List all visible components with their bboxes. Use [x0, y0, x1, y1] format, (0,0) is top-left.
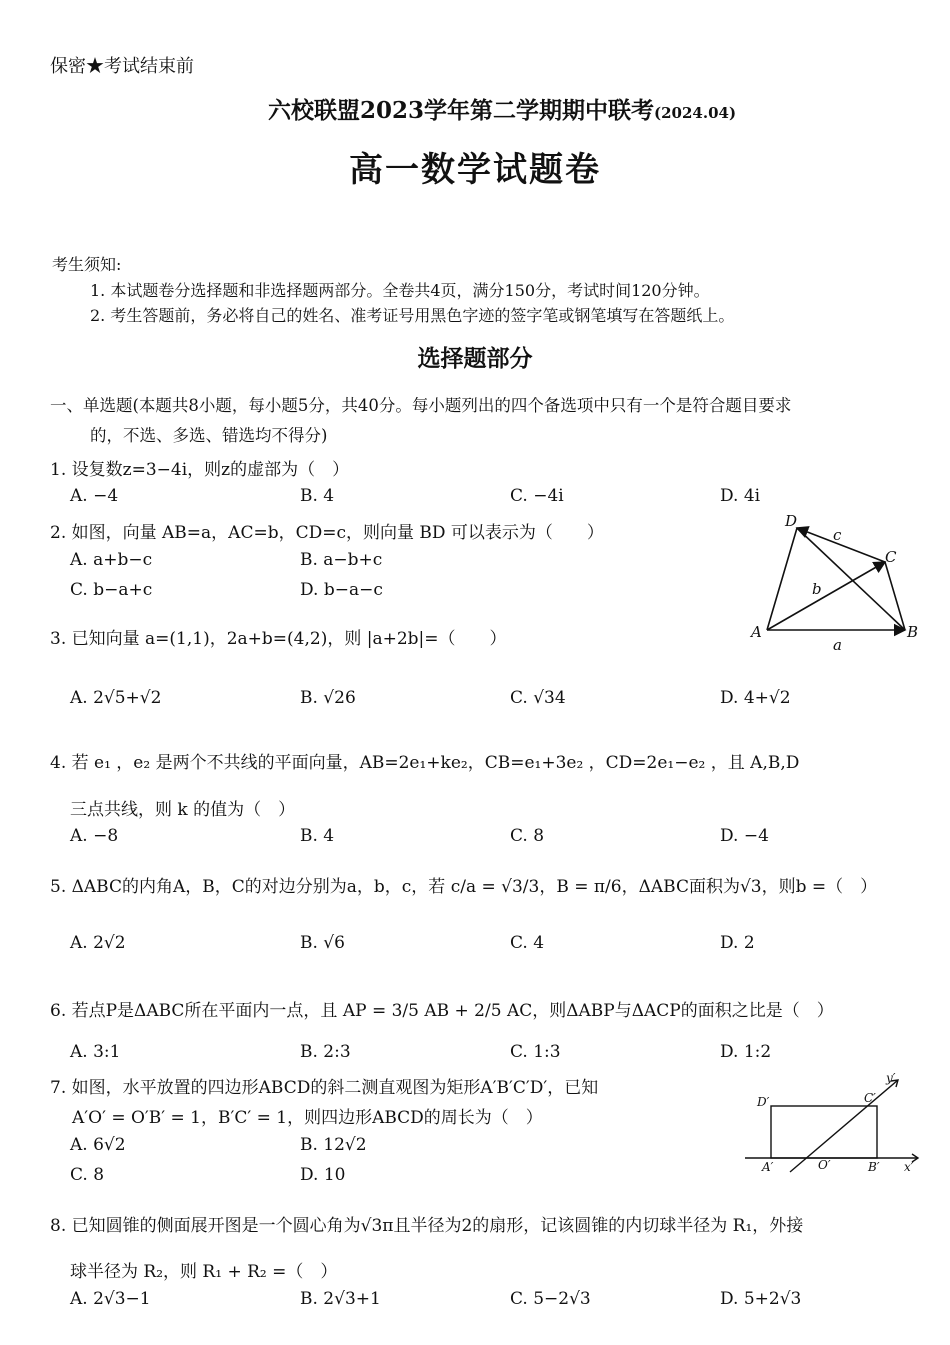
q1-option-a: A. −4 — [70, 486, 119, 506]
q7-option-c: C. 8 — [70, 1165, 105, 1185]
q3-option-d: D. 4+√2 — [720, 688, 791, 708]
label-o-prime: O′ — [818, 1158, 831, 1172]
q6-option-c: C. 1:3 — [510, 1042, 561, 1062]
q7-oblique-figure — [740, 1070, 925, 1178]
label-c: C — [885, 548, 897, 566]
q2-option-c: C. b−a+c — [70, 580, 153, 600]
label-vec-a: a — [833, 636, 842, 654]
q6-option-d: D. 1:2 — [720, 1042, 772, 1062]
exam-title — [268, 92, 736, 125]
q3-option-a: A. 2√5+√2 — [70, 688, 162, 708]
q1-option-b: B. 4 — [300, 486, 335, 506]
q2-option-a: A. a+b−c — [70, 550, 153, 570]
q7-option-a: A. 6√2 — [70, 1135, 126, 1155]
q3-option-b: B. √26 — [300, 688, 356, 708]
rectangle-abcd — [771, 1106, 877, 1158]
q6-option-a: A. 3:1 — [70, 1042, 121, 1062]
vector-bd-line — [797, 528, 905, 630]
q4-option-c: C. 8 — [510, 826, 545, 846]
q2-vector-figure — [745, 510, 925, 655]
q6-option-b: B. 2:3 — [300, 1042, 351, 1062]
exam-date: (2024.04) — [654, 104, 737, 122]
label-c-prime: C′ — [864, 1091, 876, 1105]
q8-option-a: A. 2√3−1 — [70, 1289, 151, 1309]
q1-option-d: D. 4i — [720, 486, 761, 506]
part-instructions: 一、单选题(本题共8小题，每小题5分，共40分。每小题列出的四个备选项中只有一个是符合题目要求 — [50, 396, 792, 415]
q5-option-b: B. √6 — [300, 933, 345, 953]
exam-title-text: 六校联盟2023学年第二学期期中联考 — [268, 97, 655, 124]
question-7-stem-cont: A′O′ = O′B′ = 1，B′C′ = 1，则四边形ABCD的周长为（ ） — [72, 1108, 543, 1128]
question-4-stem: 4. 若 e₁ ，e₂ 是两个不共线的平面向量，AB=2e₁+ke₂，CB=e₁+3e₂ ，CD=2e₁−e₂ ，且 A,B,D — [50, 753, 800, 773]
label-a-prime: A′ — [762, 1160, 774, 1174]
question-8-stem: 8. 已知圆锥的侧面展开图是一个圆心角为√3π且半径为2的扇形，记该圆锥的内切球半径为 R₁，外接 — [50, 1216, 804, 1236]
q2-option-b: B. a−b+c — [300, 550, 383, 570]
label-b-prime: B′ — [868, 1160, 880, 1174]
label-a: A — [751, 623, 762, 641]
q8-option-b: B. 2√3+1 — [300, 1289, 381, 1309]
q5-option-c: C. 4 — [510, 933, 545, 953]
question-4-stem-cont: 三点共线，则 k 的值为（ ） — [70, 800, 296, 820]
question-3-stem: 3. 已知向量 a=(1,1)，2a+b=(4,2)，则 |a+2b|=（ ） — [50, 629, 507, 649]
q8-option-c: C. 5−2√3 — [510, 1289, 591, 1309]
label-vec-b: b — [812, 580, 822, 598]
q4-option-d: D. −4 — [720, 826, 769, 846]
part-instructions-cont: 的，不选、多选、错选均不得分) — [90, 426, 328, 445]
q1-option-c: C. −4i — [510, 486, 564, 506]
q7-option-d: D. 10 — [300, 1165, 346, 1185]
q8-option-d: D. 5+2√3 — [720, 1289, 802, 1309]
label-d: D — [785, 512, 798, 530]
notice-item-1: 1. 本试题卷分选择题和非选择题两部分。全卷共4页，满分150分，考试时间120分钟。 — [90, 281, 710, 300]
paper-title: 高一数学试题卷 — [349, 150, 601, 190]
q4-option-b: B. 4 — [300, 826, 335, 846]
question-2-stem: 2. 如图，向量 AB=a，AC=b，CD=c，则向量 BD 可以表示为（ ） — [50, 523, 604, 543]
label-vec-c: c — [833, 526, 842, 544]
q5-option-d: D. 2 — [720, 933, 755, 953]
question-8-stem-cont: 球半径为 R₂，则 R₁ + R₂ =（ ） — [70, 1262, 338, 1282]
label-d-prime: D′ — [757, 1095, 770, 1109]
question-5-stem: 5. ΔABC的内角A，B，C的对边分别为a，b，c，若 c/a = √3/3，B = π/6，ΔABC面积为√3，则b =（ ） — [50, 877, 878, 897]
label-x-prime: x′ — [904, 1160, 914, 1174]
notice-item-2: 2. 考生答题前，务必将自己的姓名、准考证号用黑色字迹的签字笔或钢笔填写在答题纸上。 — [90, 306, 735, 325]
q7-option-b: B. 12√2 — [300, 1135, 367, 1155]
notice-heading: 考生须知: — [52, 255, 122, 274]
section-title: 选择题部分 — [417, 345, 533, 372]
question-7-stem: 7. 如图，水平放置的四边形ABCD的斜二测直观图为矩形A′B′C′D′，已知 — [50, 1078, 599, 1098]
confidential-label: 保密★考试结束前 — [50, 56, 194, 77]
label-y-prime: y′ — [886, 1071, 896, 1085]
question-1-stem: 1. 设复数z=3−4i，则z的虚部为（ ） — [50, 460, 350, 480]
label-b: B — [907, 623, 919, 641]
q4-option-a: A. −8 — [70, 826, 119, 846]
q5-option-a: A. 2√2 — [70, 933, 126, 953]
q2-option-d: D. b−a−c — [300, 580, 383, 600]
question-6-stem: 6. 若点P是ΔABC所在平面内一点，且 AP = 3/5 AB + 2/5 AC，则ΔABP与ΔACP的面积之比是（ ） — [50, 1001, 834, 1021]
q3-option-c: C. √34 — [510, 688, 566, 708]
